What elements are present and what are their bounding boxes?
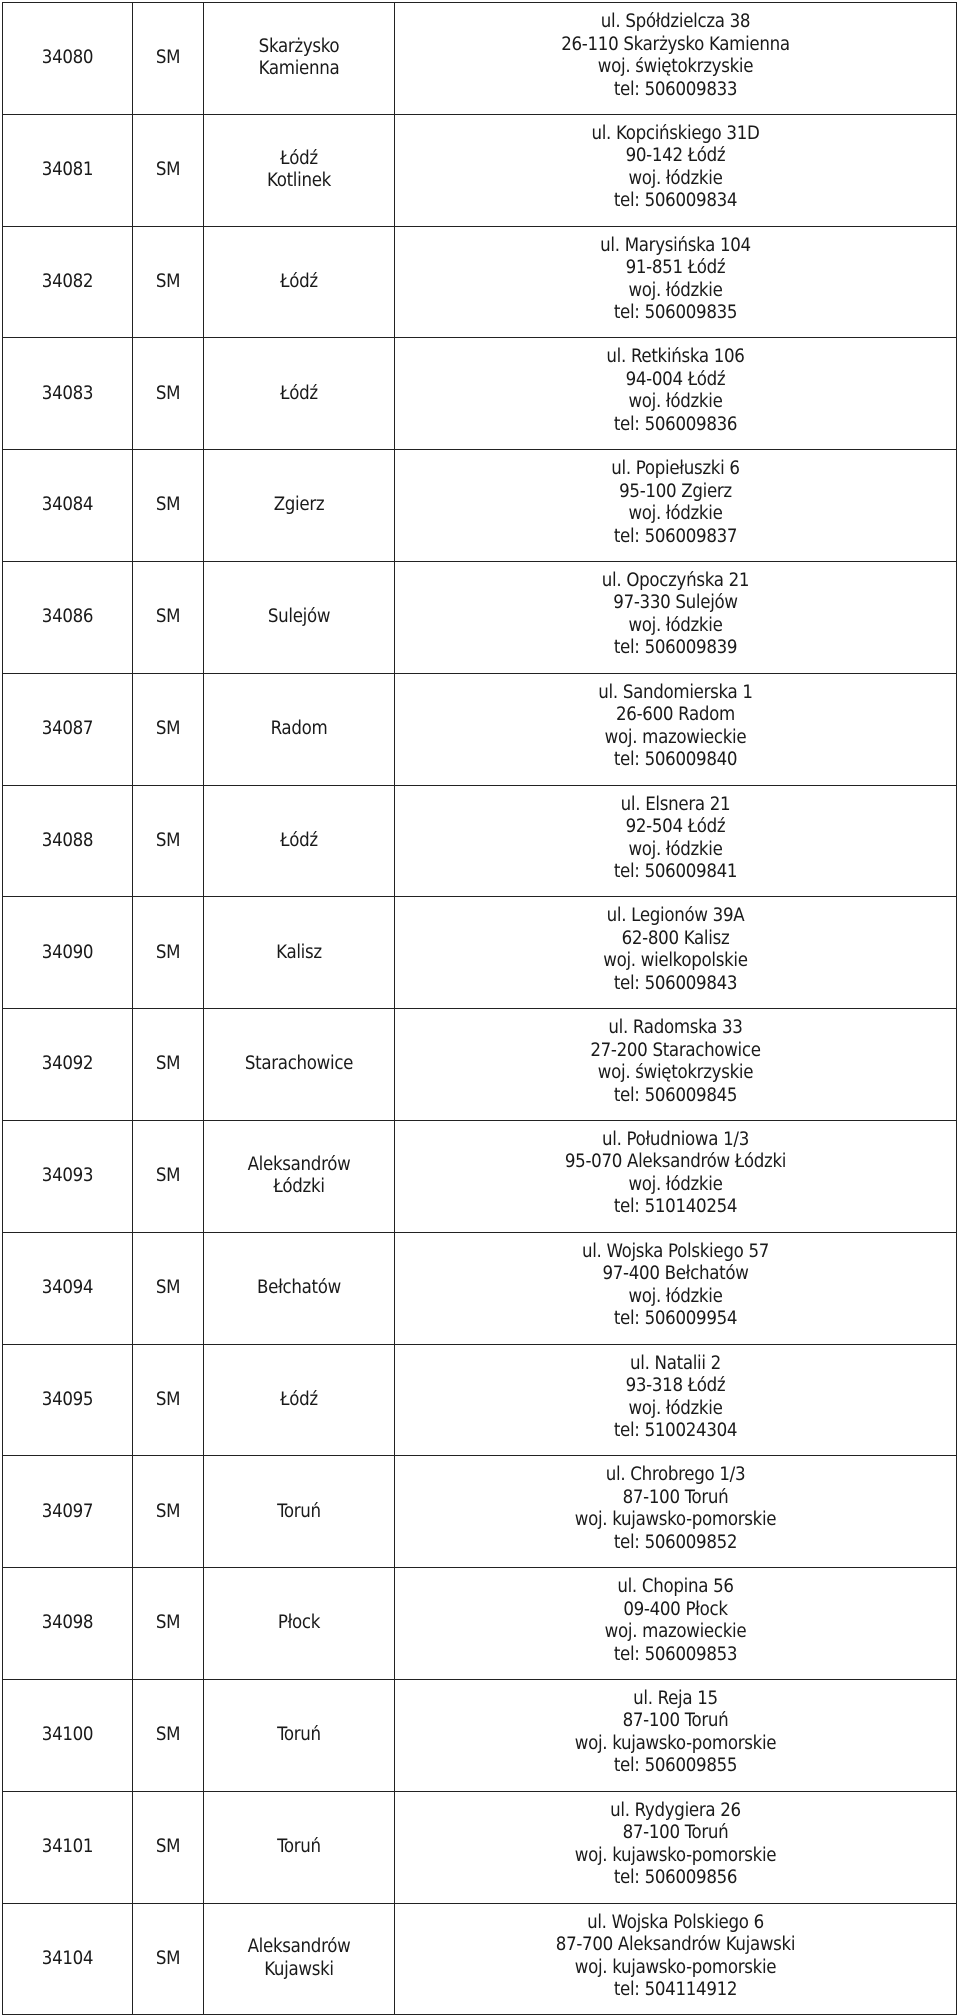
postal-line: 91-851 Łódź <box>625 257 726 279</box>
store-address <box>395 3 957 115</box>
phone-line: tel: 506009856 <box>613 1867 738 1889</box>
street-line: ul. Wojska Polskiego 57 <box>581 1240 770 1262</box>
store-code: 34101 <box>3 1791 133 1903</box>
province-line: woj. kujawsko-pomorskie <box>574 1844 777 1866</box>
store-city <box>204 1903 395 2015</box>
table-row <box>3 1568 957 1680</box>
store-city <box>204 1568 395 1680</box>
store-city <box>204 561 395 673</box>
province-line: woj. łódzkie <box>628 1397 723 1419</box>
store-code: 34097 <box>3 1456 133 1568</box>
store-type: SM <box>133 1903 204 2015</box>
street-line: ul. Opoczyńska 21 <box>601 569 750 591</box>
postal-line: 87-100 Toruń <box>622 1486 729 1508</box>
store-city <box>204 1344 395 1456</box>
store-type: SM <box>133 897 204 1009</box>
phone-line: tel: 506009834 <box>613 190 738 212</box>
city-line: Aleksandrów <box>247 1936 351 1958</box>
store-type: SM <box>133 1679 204 1791</box>
city-line: Toruń <box>277 1835 321 1857</box>
postal-line: 27-200 Starachowice <box>590 1039 761 1061</box>
table-row <box>3 561 957 673</box>
table-row <box>3 338 957 450</box>
city-line: Łódź <box>280 147 318 169</box>
city-line: Kujawski <box>264 1958 334 1980</box>
store-code: 34087 <box>3 673 133 785</box>
store-city <box>204 1791 395 1903</box>
phone-line: tel: 506009954 <box>613 1308 738 1330</box>
store-list-table <box>2 2 957 2015</box>
city-line: Starachowice <box>244 1053 354 1075</box>
table-row <box>3 1456 957 1568</box>
street-line: ul. Chopina 56 <box>617 1576 734 1598</box>
postal-line: 94-004 Łódź <box>625 368 726 390</box>
province-line: woj. mazowieckie <box>604 1621 747 1643</box>
phone-line: tel: 506009836 <box>613 413 738 435</box>
store-code: 34090 <box>3 897 133 1009</box>
store-address <box>395 1344 957 1456</box>
table-row <box>3 114 957 226</box>
store-type: SM <box>133 785 204 897</box>
city-line: Kotlinek <box>267 170 331 192</box>
store-type: SM <box>133 3 204 115</box>
store-type: SM <box>133 1120 204 1232</box>
street-line: ul. Radomska 33 <box>608 1017 743 1039</box>
city-line: Łódź <box>280 1388 318 1410</box>
table-row <box>3 1903 957 2015</box>
store-code: 34104 <box>3 1903 133 2015</box>
street-line: ul. Marysińska 104 <box>600 234 751 256</box>
city-line: Łódź <box>280 270 318 292</box>
postal-line: 93-318 Łódź <box>625 1375 726 1397</box>
store-city <box>204 1232 395 1344</box>
store-address <box>395 1679 957 1791</box>
province-line: woj. łódzkie <box>628 167 723 189</box>
city-line: Radom <box>270 717 328 739</box>
store-city <box>204 114 395 226</box>
table-row <box>3 226 957 338</box>
store-type: SM <box>133 1568 204 1680</box>
store-code: 34094 <box>3 1232 133 1344</box>
store-city <box>204 1009 395 1121</box>
province-line: woj. kujawsko-pomorskie <box>574 1956 777 1978</box>
province-line: woj. wielkopolskie <box>603 950 748 972</box>
store-city <box>204 785 395 897</box>
province-line: woj. mazowieckie <box>604 726 747 748</box>
store-code: 34100 <box>3 1679 133 1791</box>
city-line: Skarżysko <box>258 35 340 57</box>
store-city <box>204 1456 395 1568</box>
table-row <box>3 673 957 785</box>
store-city <box>204 338 395 450</box>
province-line: woj. kujawsko-pomorskie <box>574 1732 777 1754</box>
store-type: SM <box>133 1344 204 1456</box>
province-line: woj. łódzkie <box>628 279 723 301</box>
street-line: ul. Kopcińskiego 31D <box>591 122 760 144</box>
city-line: Toruń <box>277 1500 321 1522</box>
city-line: Kalisz <box>276 941 322 963</box>
table-row <box>3 1679 957 1791</box>
store-city <box>204 3 395 115</box>
province-line: woj. łódzkie <box>628 391 723 413</box>
street-line: ul. Natalii 2 <box>630 1352 721 1374</box>
city-line: Kamienna <box>258 58 340 80</box>
city-line: Zgierz <box>273 494 325 516</box>
table-row <box>3 450 957 562</box>
phone-line: tel: 506009841 <box>613 861 738 883</box>
province-line: woj. łódzkie <box>628 614 723 636</box>
city-line: Łódzki <box>273 1176 325 1198</box>
phone-line: tel: 506009853 <box>613 1643 738 1665</box>
store-type: SM <box>133 1009 204 1121</box>
city-line: Aleksandrów <box>247 1153 351 1175</box>
store-code: 34086 <box>3 561 133 673</box>
street-line: ul. Reja 15 <box>633 1687 718 1709</box>
table-row <box>3 1344 957 1456</box>
table-row <box>3 1009 957 1121</box>
postal-line: 95-100 Zgierz <box>619 480 732 502</box>
store-address <box>395 1791 957 1903</box>
postal-line: 87-700 Aleksandrów Kujawski <box>555 1934 796 1956</box>
postal-line: 62-800 Kalisz <box>621 927 730 949</box>
postal-line: 92-504 Łódź <box>625 816 726 838</box>
store-code: 34092 <box>3 1009 133 1121</box>
store-type: SM <box>133 561 204 673</box>
store-code: 34098 <box>3 1568 133 1680</box>
postal-line: 95-070 Aleksandrów Łódzki <box>564 1151 787 1173</box>
street-line: ul. Wojska Polskiego 6 <box>587 1911 764 1933</box>
phone-line: tel: 506009839 <box>613 637 738 659</box>
store-city <box>204 226 395 338</box>
phone-line: tel: 506009855 <box>613 1755 738 1777</box>
store-type: SM <box>133 1232 204 1344</box>
store-code: 34082 <box>3 226 133 338</box>
street-line: ul. Rydygiera 26 <box>610 1799 741 1821</box>
phone-line: tel: 504114912 <box>613 1979 738 2001</box>
postal-line: 90-142 Łódź <box>625 145 726 167</box>
store-address <box>395 1568 957 1680</box>
province-line: woj. łódzkie <box>628 1173 723 1195</box>
store-code: 34084 <box>3 450 133 562</box>
street-line: ul. Chrobrego 1/3 <box>605 1464 746 1486</box>
province-line: woj. łódzkie <box>628 1285 723 1307</box>
phone-line: tel: 506009840 <box>613 749 738 771</box>
store-type: SM <box>133 673 204 785</box>
store-type: SM <box>133 1456 204 1568</box>
phone-line: tel: 510140254 <box>613 1196 738 1218</box>
street-line: ul. Popiełuszki 6 <box>611 458 740 480</box>
table-row <box>3 3 957 115</box>
city-line: Łódź <box>280 829 318 851</box>
phone-line: tel: 506009845 <box>613 1084 738 1106</box>
postal-line: 87-100 Toruń <box>622 1710 729 1732</box>
store-type: SM <box>133 338 204 450</box>
store-city <box>204 450 395 562</box>
postal-line: 26-600 Radom <box>616 704 735 726</box>
store-type: SM <box>133 450 204 562</box>
phone-line: tel: 506009852 <box>613 1531 738 1553</box>
store-address <box>395 1903 957 2015</box>
phone-line: tel: 506009835 <box>613 302 738 324</box>
store-type: SM <box>133 114 204 226</box>
store-code: 34083 <box>3 338 133 450</box>
store-city <box>204 1679 395 1791</box>
street-line: ul. Legionów 39A <box>606 905 745 927</box>
street-line: ul. Sandomierska 1 <box>598 681 753 703</box>
city-line: Sulejów <box>267 606 331 628</box>
city-line: Łódź <box>280 382 318 404</box>
postal-line: 97-330 Sulejów <box>613 592 738 614</box>
store-address <box>395 226 957 338</box>
store-address <box>395 114 957 226</box>
phone-line: tel: 506009843 <box>613 972 738 994</box>
table-row <box>3 897 957 1009</box>
province-line: woj. łódzkie <box>628 503 723 525</box>
table-row <box>3 1120 957 1232</box>
postal-line: 09-400 Płock <box>623 1598 728 1620</box>
store-address <box>395 450 957 562</box>
postal-line: 26-110 Skarżysko Kamienna <box>561 33 790 55</box>
city-line: Toruń <box>277 1724 321 1746</box>
store-code: 34080 <box>3 3 133 115</box>
province-line: woj. łódzkie <box>628 838 723 860</box>
phone-line: tel: 510024304 <box>613 1420 738 1442</box>
street-line: ul. Retkińska 106 <box>606 346 745 368</box>
province-line: woj. kujawsko-pomorskie <box>574 1509 777 1531</box>
store-code: 34088 <box>3 785 133 897</box>
store-address <box>395 673 957 785</box>
store-code: 34093 <box>3 1120 133 1232</box>
store-address <box>395 338 957 450</box>
phone-line: tel: 506009833 <box>613 78 738 100</box>
table-row <box>3 785 957 897</box>
table-row <box>3 1791 957 1903</box>
store-type: SM <box>133 1791 204 1903</box>
store-city <box>204 1120 395 1232</box>
store-address <box>395 785 957 897</box>
store-code: 34095 <box>3 1344 133 1456</box>
city-line: Bełchatów <box>257 1276 341 1298</box>
store-address <box>395 1232 957 1344</box>
street-line: ul. Elsnera 21 <box>620 793 731 815</box>
street-line: ul. Spółdzielcza 38 <box>600 11 751 32</box>
postal-line: 97-400 Bełchatów <box>602 1263 749 1285</box>
store-list-body <box>3 3 957 2015</box>
table-row <box>3 1232 957 1344</box>
province-line: woj. świętokrzyskie <box>597 56 754 77</box>
province-line: woj. świętokrzyskie <box>597 1062 754 1084</box>
street-line: ul. Południowa 1/3 <box>602 1128 749 1150</box>
phone-line: tel: 506009837 <box>613 525 738 547</box>
store-address <box>395 561 957 673</box>
postal-line: 87-100 Toruń <box>622 1822 729 1844</box>
store-address <box>395 1009 957 1121</box>
store-address <box>395 1456 957 1568</box>
store-city <box>204 897 395 1009</box>
store-city <box>204 673 395 785</box>
store-address <box>395 897 957 1009</box>
store-type: SM <box>133 226 204 338</box>
store-code: 34081 <box>3 114 133 226</box>
city-line: Płock <box>277 1612 321 1634</box>
store-address <box>395 1120 957 1232</box>
